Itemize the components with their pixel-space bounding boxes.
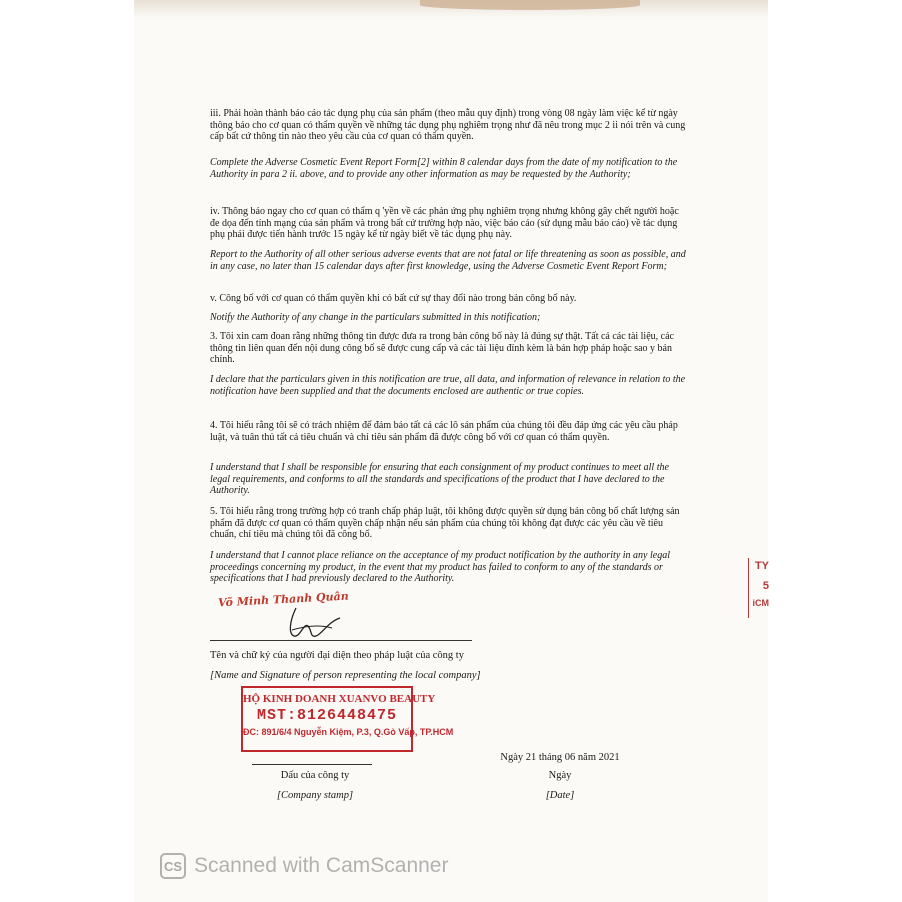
company-stamp-label-vi: Dấu của công ty (280, 770, 350, 781)
camscanner-logo-icon: CS (160, 853, 186, 879)
camscanner-text: Scanned with CamScanner (194, 854, 449, 877)
signature-label-en: [Name and Signature of person representing the local company] (210, 670, 481, 681)
stamp-address: ĐC: 891/6/4 Nguyễn Kiệm, P.3, Q.Gò Vấp, TP.HCM (243, 727, 454, 737)
company-stamp (241, 686, 454, 752)
page-top-smear (420, 0, 640, 10)
paragraph-v-vi: v. Công bố với cơ quan có thẩm quyền khi có bất cứ sự thay đổi nào trong bản công bố này. (210, 293, 577, 304)
paragraph-iv-vi: iv. Thông báo ngay cho cơ quan có thẩm q 'yền về các phản ứng phụ nghiêm trọng nhưng không gây chết người hoặc đe dọa đến tính mạng của sản phẩm và trong bất cứ trường hợp nào, việc báo cáo (sử dụng mẫu báo cáo) về tác dụng phụ phải được tiến hành trước 15 ngày kể từ ngày biết về tác dụng phụ này. (210, 206, 679, 241)
partial-stamp-fragment (748, 558, 771, 618)
camscanner-watermark (160, 851, 448, 881)
stamp-tax-code: MST:8126448475 (256, 707, 398, 724)
paragraph-iii-en: Complete the Adverse Cosmetic Event Report Form[2] within 8 calendar days from the date of my notification to the Authority in para 2 ii. above, and to provide any other information as may be requested by the Authority; (210, 157, 678, 180)
stamp-fragment-2: 5 (762, 580, 769, 592)
paragraph-3-vi: 3. Tôi xin cam đoan rằng những thông tin được đưa ra trong bản công bố này là đúng sự thật. Tất cả các tài liệu, các thông tin liên quan đến nội dung công bố sẽ được cung cấp và các tài liệu đính kèm là bản hợp pháp hoặc sao y bản chính. (210, 331, 674, 366)
paragraph-5-en: I understand that I cannot place reliance on the acceptance of my product notification by the authority in any legal proceedings concerning my product, in the event that my product has failed to conform to any of the standards or specifications that I had previously declared to the Authority. (210, 550, 670, 585)
paragraph-iii-vi: iii. Phải hoàn thành báo cáo tác dụng phụ của sản phẩm (theo mẫu quy định) trong vòng 08 ngày làm việc kể từ ngày thông báo cho cơ quan có thẩm quyền về những tác dụng phụ nghiêm trọng như đã nêu trong mục 2 ii nói trên và cung cấp bất cứ thông tin nào theo yêu cầu của cơ quan có thẩm quyền. (210, 108, 686, 143)
date-label-en: [Date] (545, 790, 575, 801)
handwritten-name: Võ Minh Thanh Quân (217, 589, 349, 610)
signature-label-vi: Tên và chữ ký của người đại diện theo pháp luật của công ty (210, 650, 464, 661)
paragraph-v-en: Notify the Authority of any change in the particulars submitted in this notification; (210, 312, 541, 323)
scan-left-margin (0, 0, 134, 902)
stamp-fragment-3: iCM (752, 598, 769, 608)
date-label-vi: Ngày (548, 770, 572, 781)
company-stamp-line (252, 764, 372, 765)
stamp-fragment-1: TY (754, 560, 769, 572)
signature-line (210, 640, 472, 641)
date-value: Ngày 21 tháng 06 năm 2021 (500, 752, 620, 763)
paragraph-5-vi: 5. Tôi hiểu rằng trong trường hợp có tranh chấp pháp luật, tôi không được quyền sử dụng bản công bố chất lượng sản phẩm đã được cơ quan có thẩm quyền chấp nhận nếu sản phẩm của chúng tôi không đạt được các yêu cầu về tiêu chuẩn, chỉ tiêu mà chúng tôi đã công bố. (210, 506, 680, 541)
paragraph-4-vi: 4. Tôi hiểu rằng tôi sẽ có trách nhiệm để đảm bảo tất cả các lô sản phẩm của chúng tôi đều đáp ứng các yêu cầu pháp luật, và tuân thủ tất cả tiêu chuẩn và chỉ tiêu sản phẩm đã được công bố với cơ quan có thẩm quyền. (210, 420, 678, 443)
company-stamp-label-en: [Company stamp] (276, 790, 354, 801)
paragraph-iv-en: Report to the Authority of all other serious adverse events that are not fatal or life threatening as soon as possible, and in any case, no later than 15 calendar days after first knowledge, using the Adverse Cosmetic Event Report Form; (210, 249, 686, 272)
signature-scribble (282, 600, 352, 642)
scan-right-margin (768, 0, 902, 902)
paragraph-4-en: I understand that I shall be responsible for ensuring that each consignment of my product continues to meet all the legal requirements, and conforms to all the standards and specifications of the product that I have declared to the Authority. (210, 462, 669, 497)
paragraph-3-en: I declare that the particulars given in this notification are true, all data, and information of relevance in relation to the notification have been supplied and that the documents enclosed are authentic or true copies. (210, 374, 686, 397)
stamp-business-name: HỘ KINH DOANH XUANVO BEAUTY (243, 693, 436, 705)
